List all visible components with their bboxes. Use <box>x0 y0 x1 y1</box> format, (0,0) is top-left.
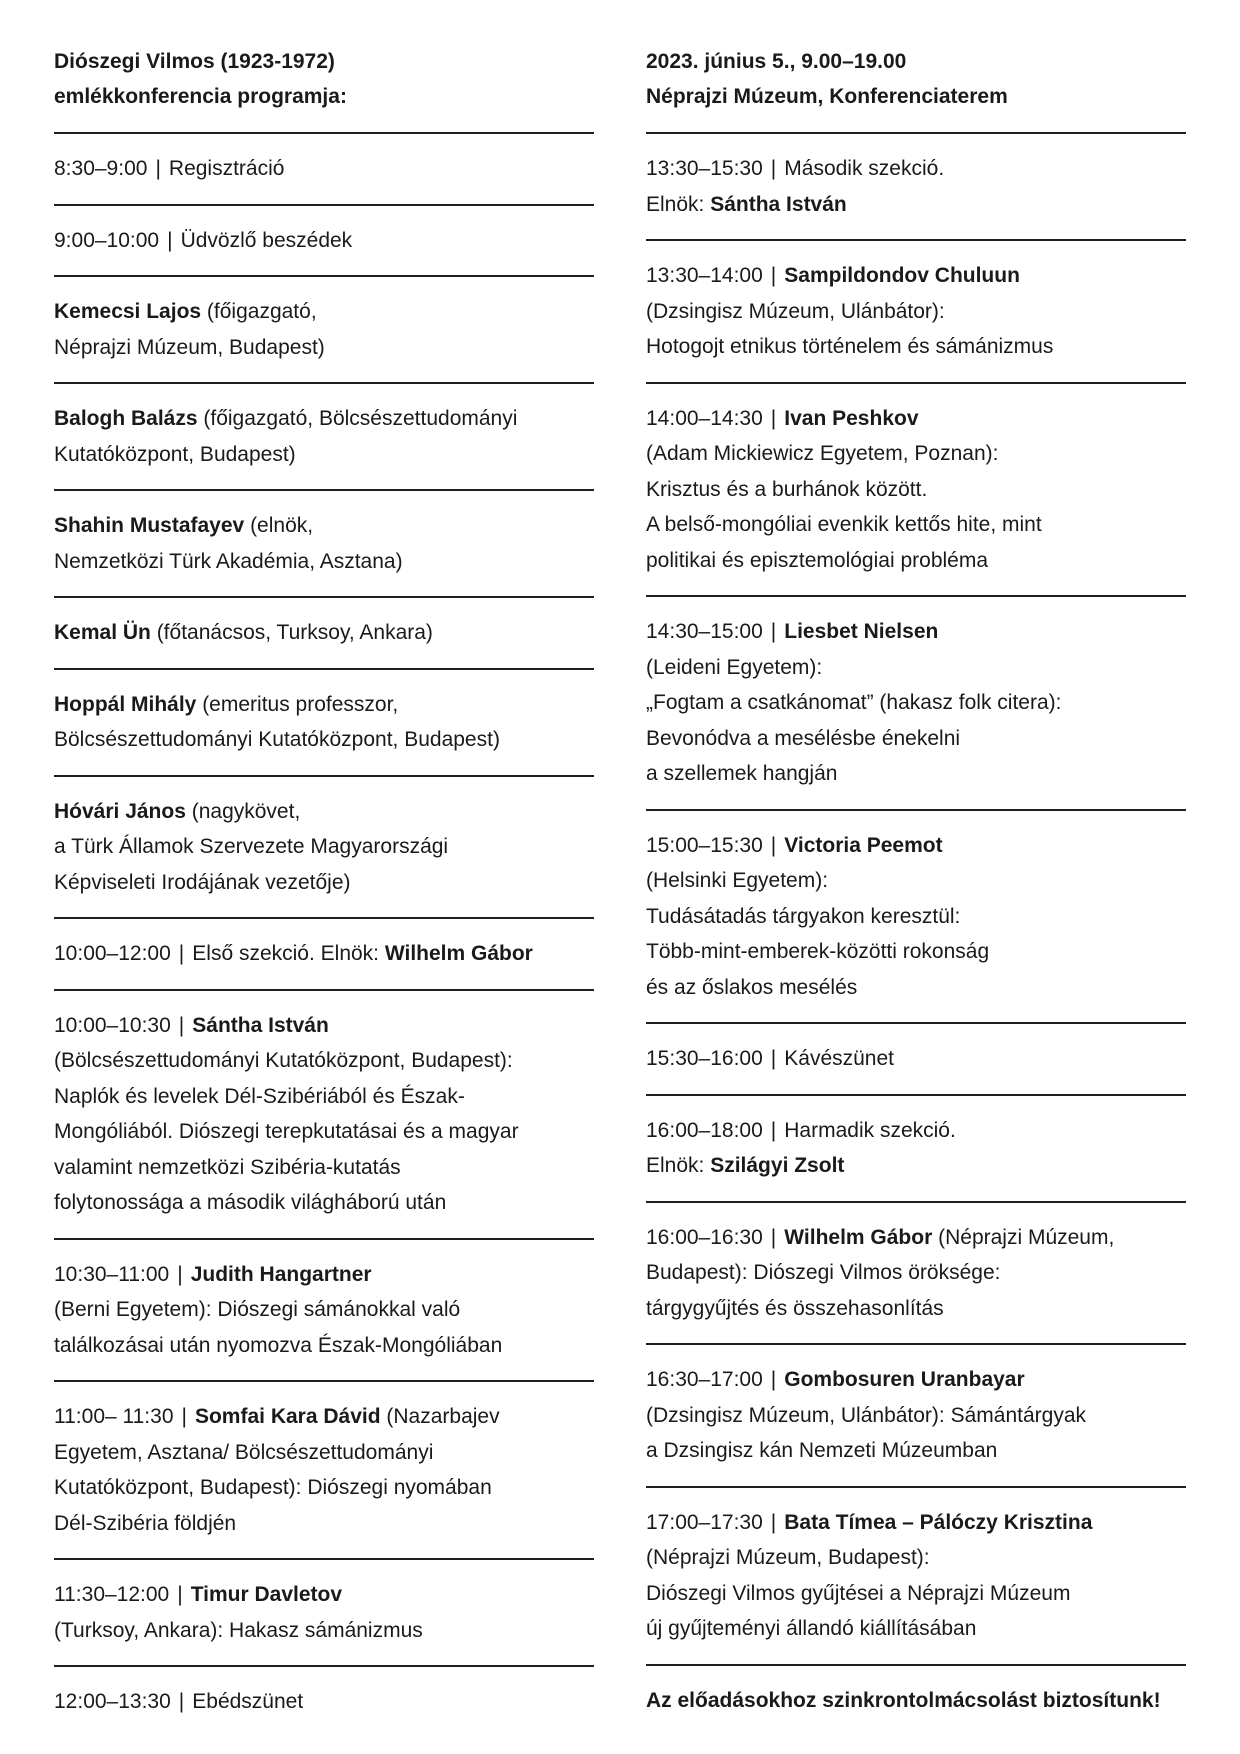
speaker-name: Szilágyi Zsolt <box>710 1154 845 1177</box>
entry-line <box>646 1041 1186 1077</box>
entry-line <box>646 756 1186 792</box>
entry-line <box>646 1113 1186 1149</box>
entry-text: tárgygyűjtés és összehasonlítás <box>646 1296 944 1320</box>
entry-line <box>646 970 1186 1006</box>
program-entry <box>646 1201 1186 1344</box>
time-separator: | <box>178 1013 185 1037</box>
program-entry <box>646 1486 1186 1664</box>
entry-text: 17:00–17:30 <box>646 1510 763 1534</box>
entry-line <box>54 1506 594 1542</box>
entry-text: Egyetem, Asztana/ Bölcsészettudományi <box>54 1440 434 1464</box>
entry-line <box>54 1399 594 1435</box>
entry-line <box>646 1433 1186 1469</box>
heading-line: Diószegi Vilmos (1923-1972) <box>54 50 335 73</box>
time-separator: | <box>770 1047 777 1070</box>
entry-line <box>54 508 594 544</box>
entry-line <box>646 721 1186 757</box>
entry-text: (Nazarbajev <box>380 1405 500 1428</box>
program-entry <box>646 239 1186 382</box>
entry-text: A belső-mongóliai evenkik kettős hite, mint <box>646 513 1042 536</box>
entry-line <box>54 401 594 437</box>
speaker-name: Sampildondov Chuluun <box>784 264 1020 287</box>
entry-text: 13:30–15:30 <box>646 157 763 180</box>
entry-text: Kávészünet <box>784 1047 895 1070</box>
entry-line <box>54 722 594 758</box>
entry-text: 10:00–12:00 <box>54 942 171 965</box>
program-entry <box>54 917 594 989</box>
program-entry <box>54 275 594 382</box>
program-entry <box>54 989 594 1238</box>
heading-line: 2023. június 5., 9.00–19.00 <box>646 50 907 73</box>
entry-text: Ebédszünet <box>192 1690 304 1713</box>
program-entry <box>54 1558 594 1665</box>
entry-text: találkozásai után nyomozva Észak-Mongóliában <box>54 1333 503 1357</box>
entry-text: Nemzetközi Türk Akadémia, Asztana) <box>54 549 403 573</box>
entry-text: Elnök: <box>646 1154 711 1177</box>
entry-line <box>54 1257 594 1293</box>
entry-text: Tudásátadás tárgyakon keresztül: <box>646 904 961 928</box>
entry-line <box>646 1255 1186 1291</box>
entry-line <box>54 1470 594 1506</box>
entry-line <box>646 1362 1186 1398</box>
entry-text: (Néprajzi Múzeum, <box>932 1225 1115 1249</box>
entry-text: Több-mint-emberek-közötti rokonság <box>646 940 990 963</box>
time-separator: | <box>770 157 777 180</box>
entry-text: (emeritus professzor, <box>196 692 399 716</box>
time-separator: | <box>770 1368 777 1391</box>
entry-line <box>646 401 1186 437</box>
heading-line: Néprajzi Múzeum, Konferenciaterem <box>646 85 1008 108</box>
time-separator: | <box>770 1225 777 1249</box>
speaker-name: Kemecsi Lajos <box>54 300 202 323</box>
entry-text: Mongóliából. Diószegi terepkutatásai és a magyar <box>54 1120 519 1143</box>
entry-text: (nagykövet, <box>185 799 301 823</box>
entry-text: (Adam Mickiewicz Egyetem, Poznan): <box>646 442 999 465</box>
entry-text: Budapest): Diószegi Vilmos öröksége: <box>646 1261 1001 1284</box>
entry-text: 16:00–16:30 <box>646 1225 763 1249</box>
speaker-name: Hóvári János <box>54 799 186 823</box>
entry-line <box>54 1043 594 1079</box>
entry-text: (Dzsingisz Múzeum, Ulánbátor): Sámántárgyak <box>646 1403 1086 1427</box>
program-entry <box>646 382 1186 596</box>
entry-text: 11:30–12:00 <box>54 1583 170 1606</box>
entry-text: 13:30–14:00 <box>646 264 763 287</box>
entry-text: Naplók és levelek Dél-Szibériából és Észak- <box>54 1084 465 1108</box>
entry-text: Kutatóközpont, Budapest) <box>54 442 296 466</box>
time-separator: | <box>167 228 173 252</box>
time-separator: | <box>770 620 777 643</box>
time-separator: | <box>178 1690 185 1713</box>
entry-line <box>54 1577 594 1613</box>
entry-line <box>54 936 594 972</box>
entry-line <box>646 507 1186 543</box>
entry-line <box>54 1684 594 1720</box>
entry-line <box>54 1079 594 1115</box>
entry-line <box>646 1540 1186 1576</box>
entry-line <box>646 1148 1186 1184</box>
entry-text: (Berni Egyetem): Diószegi sámánokkal való <box>54 1298 461 1321</box>
entry-line <box>646 614 1186 650</box>
entry-line <box>54 1114 594 1150</box>
entry-line <box>646 151 1186 187</box>
program-entry <box>646 1343 1186 1486</box>
entry-line <box>54 1185 594 1221</box>
entry-text: Dél-Szibéria földjén <box>54 1511 237 1535</box>
program-entry <box>54 1665 594 1737</box>
entry-text: Üdvözlő beszédek <box>180 228 353 252</box>
speaker-name: Kemal Ün <box>54 621 151 644</box>
entry-text: valamint nemzetközi Szibéria-kutatás <box>54 1155 401 1179</box>
time-separator: | <box>155 157 161 180</box>
entry-text: (főtanácsos, Turksoy, Ankara) <box>150 621 433 644</box>
entry-line <box>54 1613 594 1649</box>
speaker-name: Hoppál Mihály <box>54 692 197 716</box>
entry-text: 15:00–15:30 <box>646 833 763 857</box>
entry-text: 15:30–16:00 <box>646 1047 763 1070</box>
entry-line <box>54 437 594 473</box>
speaker-name: Balogh Balázs <box>54 407 198 430</box>
program-entry <box>646 1022 1186 1094</box>
entry-line <box>54 1008 594 1044</box>
entry-text: Első szekció. Elnök: <box>192 942 385 965</box>
entry-line <box>646 650 1186 686</box>
note-divider <box>646 1664 1186 1718</box>
left-entries <box>54 132 594 1737</box>
entry-text: 8:30–9:00 <box>54 157 148 180</box>
left-column <box>54 44 594 1737</box>
entry-text: Bölcsészettudományi Kutatóközpont, Budapest) <box>54 728 500 751</box>
entry-line <box>54 1328 594 1364</box>
program-entry <box>646 595 1186 809</box>
entry-text: (Bölcsészettudományi Kutatóközpont, Budapest): <box>54 1049 513 1072</box>
entry-text: 11:00– 11:30 <box>54 1405 174 1428</box>
entry-text: a Türk Államok Szervezete Magyarországi <box>54 835 449 858</box>
entry-line <box>54 615 594 651</box>
entry-text: 10:00–10:30 <box>54 1013 171 1037</box>
entry-text: (Leideni Egyetem): <box>646 655 823 679</box>
entry-line <box>646 934 1186 970</box>
entry-text: folytonossága a második világháború után <box>54 1191 447 1214</box>
entry-line <box>54 294 594 330</box>
entry-line <box>54 1150 594 1186</box>
entry-text: (főigazgató, <box>201 300 317 323</box>
speaker-name: Judith Hangartner <box>190 1262 372 1286</box>
heading-line: emlékkonferencia programja: <box>54 85 347 108</box>
speaker-name: Wilhelm Gábor <box>384 942 533 965</box>
entry-text: Elnök: <box>646 192 711 216</box>
entry-text: 9:00–10:00 <box>54 228 160 252</box>
entry-line <box>54 151 594 187</box>
entry-text: Hotogojt etnikus történelem és sámánizmus <box>646 335 1054 358</box>
entry-text: Képviseleti Irodájának vezetője) <box>54 870 351 894</box>
entry-text: (Dzsingisz Múzeum, Ulánbátor): <box>646 299 945 323</box>
entry-line <box>54 794 594 830</box>
entry-line <box>54 544 594 580</box>
entry-text: (Néprajzi Múzeum, Budapest): <box>646 1546 930 1569</box>
program-entry <box>54 132 594 204</box>
program-entry <box>54 775 594 918</box>
entry-line <box>646 899 1186 935</box>
entry-text: Bevonódva a mesélésbe énekelni <box>646 726 961 750</box>
time-separator: | <box>770 406 777 430</box>
entry-line <box>646 258 1186 294</box>
entry-line <box>54 1292 594 1328</box>
program-entry <box>646 1094 1186 1201</box>
entry-text: új gyűjteményi állandó kiállításában <box>646 1617 977 1640</box>
speaker-name: Ivan Peshkov <box>784 406 919 430</box>
entry-line <box>646 1291 1186 1327</box>
right-heading <box>646 44 1186 132</box>
entry-line <box>646 329 1186 365</box>
speaker-name: Victoria Peemot <box>784 833 943 857</box>
entry-text: 12:00–13:30 <box>54 1690 171 1713</box>
time-separator: | <box>770 833 777 857</box>
right-entries <box>646 132 1186 1664</box>
entry-line <box>646 436 1186 472</box>
entry-text: a Dzsingisz kán Nemzeti Múzeumban <box>646 1439 998 1462</box>
speaker-name: Gombosuren Uranbayar <box>784 1368 1025 1391</box>
entry-line <box>54 223 594 259</box>
entry-line <box>646 1611 1186 1647</box>
entry-line <box>54 687 594 723</box>
time-separator: | <box>177 1262 183 1286</box>
entry-text: Diószegi Vilmos gyűjtései a Néprajzi Múzeum <box>646 1581 1071 1605</box>
entry-line <box>54 865 594 901</box>
entry-line <box>54 1435 594 1471</box>
entry-line <box>646 1398 1186 1434</box>
interpretation-note: Az előadásokhoz szinkrontolmácsolást biztosítunk! <box>646 1688 1161 1712</box>
entry-line <box>646 863 1186 899</box>
entry-line <box>646 1505 1186 1541</box>
time-separator: | <box>770 1118 777 1142</box>
entry-text: 10:30–11:00 <box>54 1262 170 1286</box>
speaker-name: Sántha István <box>710 192 847 216</box>
entry-line <box>646 828 1186 864</box>
speaker-name: Liesbet Nielsen <box>784 620 939 643</box>
program-entry <box>54 489 594 596</box>
speaker-name: Timur Davletov <box>190 1583 343 1606</box>
entry-text: Krisztus és a burhánok között. <box>646 477 928 501</box>
speaker-name: Shahin Mustafayev <box>54 514 245 537</box>
entry-line <box>646 294 1186 330</box>
entry-text: 14:30–15:00 <box>646 620 763 643</box>
entry-text: a szellemek hangján <box>646 762 838 785</box>
program-entry <box>54 668 594 775</box>
program-entry <box>646 809 1186 1023</box>
program-entry <box>54 382 594 489</box>
entry-line <box>646 685 1186 721</box>
entry-text: Harmadik szekció. <box>784 1118 956 1142</box>
program-entry <box>54 1380 594 1558</box>
entry-text: „Fogtam a csatkánomat” (hakasz folk citera): <box>646 691 1062 714</box>
entry-text: Néprajzi Múzeum, Budapest) <box>54 335 325 359</box>
program-entry <box>54 1238 594 1381</box>
entry-line <box>646 1220 1186 1256</box>
entry-text: 16:30–17:00 <box>646 1368 763 1391</box>
entry-text: Második szekció. <box>784 157 945 180</box>
program-entry <box>646 132 1186 239</box>
speaker-name: Somfai Kara Dávid <box>194 1405 381 1428</box>
entry-line <box>646 543 1186 579</box>
time-separator: | <box>770 1510 777 1534</box>
speaker-name: Sántha István <box>192 1013 329 1037</box>
time-separator: | <box>770 264 777 287</box>
time-separator: | <box>177 1583 183 1606</box>
speaker-name: Wilhelm Gábor <box>784 1225 933 1249</box>
entry-text: (elnök, <box>244 514 314 537</box>
entry-text: (Helsinki Egyetem): <box>646 869 829 892</box>
speaker-name: Bata Tímea – Pálóczy Krisztina <box>784 1510 1093 1534</box>
left-heading <box>54 44 594 132</box>
program-entry <box>54 204 594 276</box>
right-column <box>646 44 1186 1718</box>
entry-line <box>54 829 594 865</box>
entry-line <box>646 187 1186 223</box>
time-separator: | <box>181 1405 187 1428</box>
entry-text: 16:00–18:00 <box>646 1118 763 1142</box>
program-entry <box>54 596 594 668</box>
entry-text: Kutatóközpont, Budapest): Diószegi nyomában <box>54 1476 492 1499</box>
entry-line <box>646 472 1186 508</box>
entry-text: 14:00–14:30 <box>646 406 763 430</box>
entry-text: (Turksoy, Ankara): Hakasz sámánizmus <box>54 1618 423 1642</box>
time-separator: | <box>178 942 185 965</box>
entry-text: Regisztráció <box>168 157 285 180</box>
entry-text: és az őslakos mesélés <box>646 975 858 999</box>
entry-text: politikai és episztemológiai probléma <box>646 548 989 572</box>
entry-line <box>54 330 594 366</box>
entry-text: (főigazgató, Bölcsészettudományi <box>197 407 518 430</box>
entry-line <box>646 1576 1186 1612</box>
